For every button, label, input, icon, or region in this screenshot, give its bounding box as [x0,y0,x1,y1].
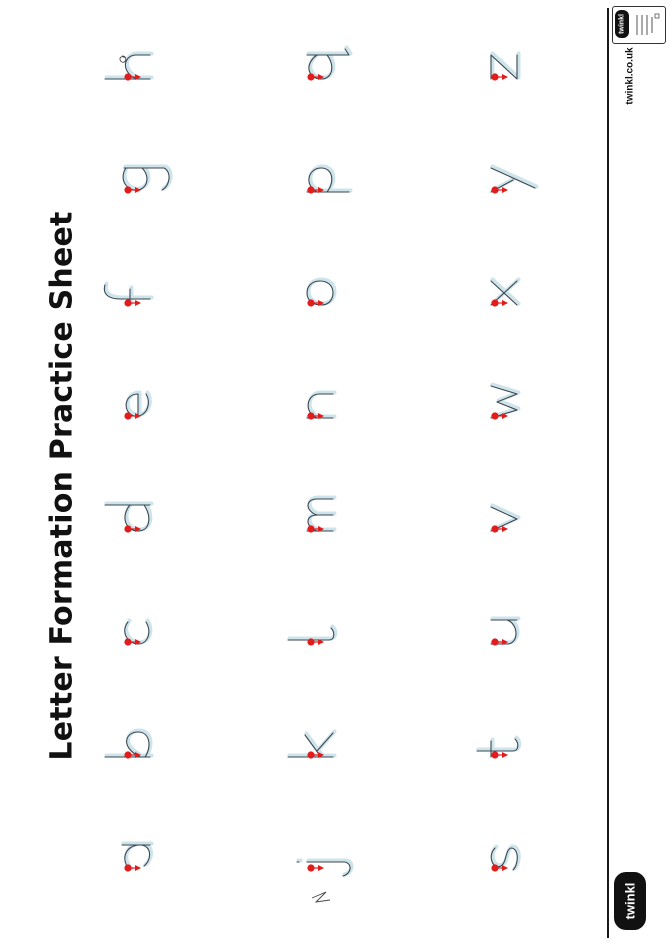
red-dot-arrow-icon [124,864,140,871]
letter-tracing-g [123,167,170,191]
footer-divider [607,8,609,938]
letter-guide-shadow [290,627,336,639]
footer-url[interactable]: twinkl.co.uk [624,47,636,105]
page-title: Letter Formation Practice Sheet [44,211,80,761]
red-dot-arrow-icon [491,299,507,306]
twinkl-logo-mini: twinkl [615,10,629,38]
letter-guide-shadow [493,385,519,417]
letter-tracing-l [288,627,335,641]
twinkl-logo[interactable]: twinkl [614,872,646,930]
letter-guide-shadow [299,861,352,875]
pencil-scribble [312,892,330,902]
red-dot-arrow-icon [491,73,507,80]
letter-guide-shadow [479,738,520,756]
letter-trace-line [297,862,350,876]
red-dot-arrow-icon [307,864,323,871]
letter-guide-shadow [309,48,351,78]
award-text-lines [633,11,661,39]
red-dot-arrow-icon [491,751,507,758]
award-badge-icon [612,6,666,44]
letter-guide-shadow [125,167,171,189]
letter-tracing-q [307,48,351,80]
letter-tracing-j [297,861,352,877]
pencil-scribble [120,56,126,62]
letter-tracing-e [126,393,150,417]
